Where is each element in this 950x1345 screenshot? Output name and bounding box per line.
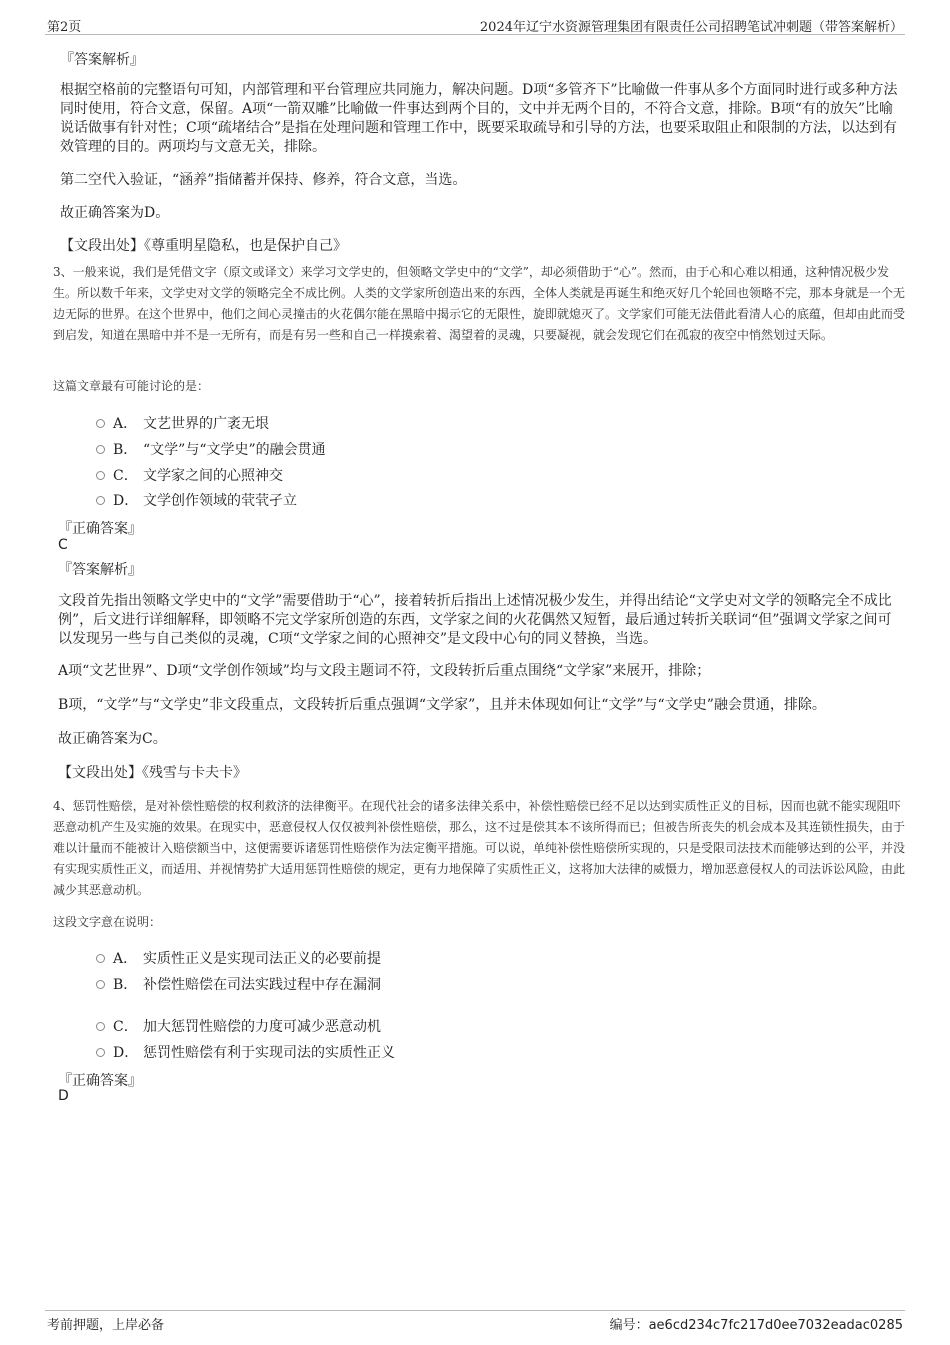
q2-analysis-label: 『答案解析』 (60, 52, 144, 68)
q4-passage: 4、惩罚性赔偿，是对补偿性赔偿的权利救济的法律衡平。在现代社会的诸多法律关系中，补偿性赔偿已经不足以达到实质性正义的目标，因而也就不能实现阻吓恶意动机产生及实施的效果。在现实中，恶意侵权人仅仅被判补偿性赔偿，那么，这不过是偿其本不该所得而已；但被告所丧失的机会成本及其连锁性损失，由于难以计量而不能被计入赔偿额当中，这便需要诉诸惩罚性赔偿作为法定衡平措施。可以说，单纯补偿性赔偿所实现的，只是受限司法技术而能够达到的公平，并没有实现实质性正义，而适用、并视情势扩大适用惩罚性赔偿的规定，更有力地保障了实质性正义，这将加大法律的威慑力，增加恶意侵权人的司法诉讼风险，由此减少其恶意动机。 (53, 799, 906, 897)
option-letter: C． (113, 468, 138, 484)
radio-icon[interactable] (96, 980, 105, 989)
q3-source: 【文段出处】《残雪与卡夫卡》 (58, 765, 247, 781)
page-number: 第2页 (47, 20, 82, 35)
q3-option-b[interactable] (96, 439, 326, 459)
option-text: 惩罚性赔偿有利于实现司法的实质性正义 (143, 1045, 395, 1061)
q3-analysis-paragraph-1: 文段首先指出领略文学史中的“文学”需要借助于“心”，接着转折后指出上述情况极少发生，并得出结论“文学史对文学的领略完全不成比例”，后文进行详细解释，即领略不完文学家所创造的东西，文学家之间的火花偶然又短暂，最后通过转折关联词“但”强调文学家之间可以发现另一些与自己类似的灵魂，C项“文学家之间的心照神交”是文段中心句的同义替换，当选。 (58, 593, 892, 647)
option-letter: B． (113, 442, 138, 458)
q3-option-c[interactable] (96, 465, 283, 485)
q4-answer-label: 『正确答案』 (58, 1073, 142, 1089)
radio-icon[interactable] (96, 471, 105, 480)
q2-analysis-paragraph-2: 第二空代入验证，“涵养”指储蓄并保持、修养，符合文意，当选。 (60, 172, 467, 188)
q2-analysis-paragraph-1: 根据空格前的完整语句可知，内部管理和平台管理应共同施力，解决问题。D项“多管齐下”比喻做一件事从多个方面同时进行或多种方法同时使用，符合文意，保留。A项“一箭双雕”比喻做一件事达到两个目的，文中并无两个目的，不符合文意，排除。B项“有的放矢”比喻说话做事有针对性；C项“疏堵结合”是指在处理问题和管理工作中，既要采取疏导和引导的方法，也要采取阻止和限制的方法，以达到有效管理的目的。两项均与文意无关，排除。 (60, 82, 898, 155)
q3-analysis-label: 『答案解析』 (58, 562, 142, 578)
q3-passage: 3、一般来说，我们是凭借文字（原文或译文）来学习文学史的，但领略文学史中的“文学”，却必须借助于“心”。然而，由于心和心难以相通，这种情况极少发生。所以数千年来，文学史对文学的领略完全不成比例。人类的文学家所创造出来的东西，全体人类就是再诞生和绝灭好几个轮回也领略不完，那本身就是一个无边无际的世界。在这个世界中，他们之间心灵撞击的火花偶尔能在黑暗中揭示它的无限性，旋即就熄灭了。文学家们可能无法借此看清人心的底蕴，但却由此而受到启发，知道在黑暗中并不是一无所有，而是有另一些和自己一样摸索着、渴望着的灵魂，只要凝视，就会发现它们在孤寂的夜空中悄然划过天际。 (53, 265, 906, 342)
radio-icon[interactable] (96, 1048, 105, 1057)
radio-icon[interactable] (96, 496, 105, 505)
option-text: 文艺世界的广袤无垠 (143, 416, 269, 432)
code-value: ae6cd234c7fc217d0ee7032eadac0285 (648, 1318, 903, 1333)
option-text: 文学家之间的心照神交 (143, 468, 283, 484)
q2-analysis-paragraph-3: 故正确答案为D。 (60, 205, 170, 221)
option-letter: B． (113, 977, 138, 993)
option-letter: A． (113, 416, 138, 432)
q4-option-a[interactable] (96, 948, 381, 968)
option-letter: D． (113, 493, 139, 509)
q3-prompt: 这篇文章最有可能讨论的是： (53, 379, 210, 393)
q4-option-c[interactable] (96, 1016, 381, 1036)
radio-icon[interactable] (96, 1022, 105, 1031)
q3-answer: C (58, 537, 68, 553)
option-text: 加大惩罚性赔偿的力度可减少恶意动机 (143, 1019, 381, 1035)
radio-icon[interactable] (96, 954, 105, 963)
option-text: 补偿性赔偿在司法实践过程中存在漏洞 (143, 977, 381, 993)
radio-icon[interactable] (96, 419, 105, 428)
document-title: 2024年辽宁水资源管理集团有限责任公司招聘笔试冲刺题（带答案解析） (479, 20, 903, 35)
radio-icon[interactable] (96, 445, 105, 454)
q3-answer-label: 『正确答案』 (58, 521, 142, 537)
q4-option-d[interactable] (96, 1042, 395, 1062)
option-letter: A． (113, 951, 138, 967)
option-letter: D． (113, 1045, 139, 1061)
document-code (610, 1314, 903, 1333)
page-footer (45, 1310, 905, 1331)
option-text: 文学创作领域的茕茕孑立 (143, 493, 297, 509)
code-label: 编号： (609, 1318, 649, 1333)
q3-option-d[interactable] (96, 490, 297, 510)
option-letter: C． (113, 1019, 138, 1035)
q3-option-a[interactable] (96, 413, 269, 433)
q3-analysis-paragraph-2: A项“文艺世界”、D项“文学创作领域”均与文段主题词不符，文段转折后重点围绕“文学家”来展开，排除； (58, 663, 711, 679)
page-header (45, 14, 905, 35)
q4-answer: D (58, 1088, 69, 1104)
footer-slogan: 考前押题，上岸必备 (47, 1318, 165, 1333)
option-text: “文学”与“文学史”的融会贯通 (143, 442, 326, 458)
q4-prompt: 这段文字意在说明： (53, 915, 162, 929)
q4-option-b[interactable] (96, 974, 381, 994)
q3-analysis-paragraph-4: 故正确答案为C。 (58, 731, 167, 747)
q3-analysis-paragraph-3: B项，“文学”与“文学史”非文段重点，文段转折后重点强调“文学家”，且并未体现如何让“文学”与“文学史”融会贯通，排除。 (58, 697, 826, 713)
q2-source: 【文段出处】《尊重明星隐私，也是保护自己》 (60, 238, 347, 254)
option-text: 实质性正义是实现司法正义的必要前提 (143, 951, 381, 967)
